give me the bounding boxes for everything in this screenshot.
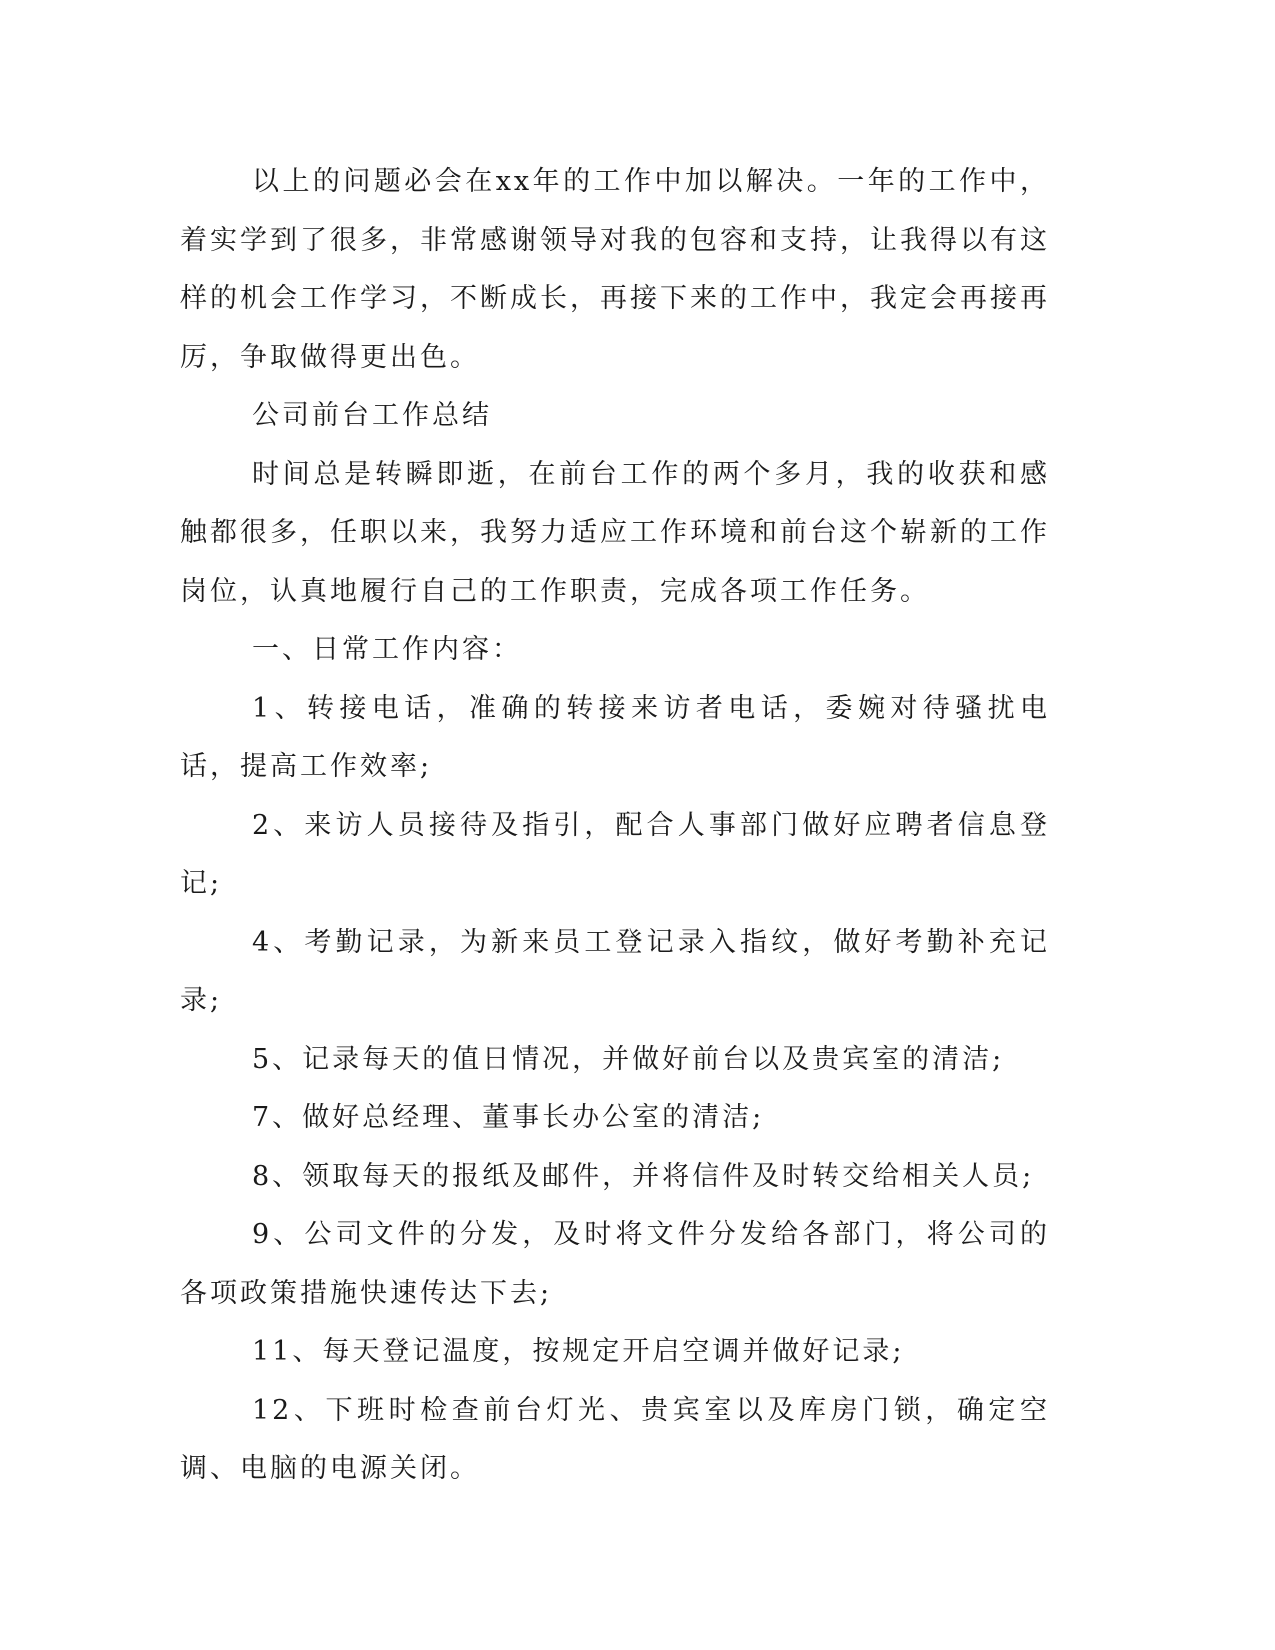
list-item: 11、每天登记温度，按规定开启空调并做好记录; — [252, 1336, 905, 1367]
list-item: 8、领取每天的报纸及邮件，并将信件及时转交给相关人员; — [252, 1160, 1035, 1192]
list-item: 1、转接电话，准确的转接来访者电话，委婉对待骚扰电话，提高工作效率; — [180, 692, 1050, 782]
subsection-heading: 一、日常工作内容： — [252, 634, 522, 665]
list-item: 9、公司文件的分发，及时将文件分发给各部门，将公司的各项政策措施快速传达下去; — [180, 1219, 1050, 1309]
list-item: 5、记录每天的值日情况，并做好前台以及贵宾室的清洁; — [252, 1043, 1005, 1075]
paragraph-closing: 以上的问题必会在xx年的工作中加以解决。一年的工作中，着实学到了很多，非常感谢领导对我的包容和支持，让我得以有这样的机会工作学习，不断成长，再接下来的工作中，我定会再接再厉，争取做得更出色。 — [180, 166, 1050, 373]
document-body — [180, 153, 1050, 1499]
list-item: 7、做好总经理、董事长办公室的清洁; — [252, 1102, 765, 1133]
list-item: 4、考勤记录，为新来员工登记录入指纹，做好考勤补充记录; — [180, 926, 1050, 1016]
list-item: 2、来访人员接待及指引，配合人事部门做好应聘者信息登记; — [180, 809, 1050, 899]
paragraph-intro: 时间总是转瞬即逝，在前台工作的两个多月，我的收获和感触都很多，任职以来，我努力适应工作环境和前台这个崭新的工作岗位，认真地履行自己的工作职责，完成各项工作任务。 — [180, 458, 1050, 607]
list-item: 12、下班时检查前台灯光、贵宾室以及库房门锁，确定空调、电脑的电源关闭。 — [180, 1394, 1050, 1484]
section-title: 公司前台工作总结 — [252, 400, 492, 431]
